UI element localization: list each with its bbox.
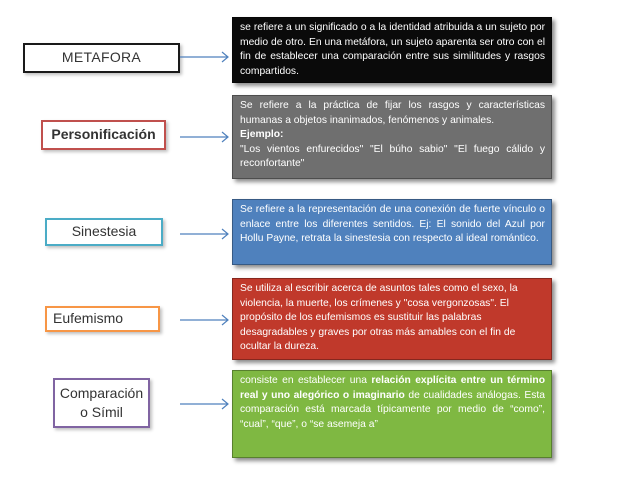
metafora-term-label: METAFORA: [61, 49, 142, 66]
eufemismo-definition: Se utiliza al escribir acerca de asuntos tales como el sexo, la violencia, la muerte, los crímenes y "cosa vergonzosas". El propósito de los eufemismos es sustituir las palabras desagradables y graves por otras más amables con el fin de ocultar la dureza.: [240, 283, 518, 353]
comparacion-def-part2: de cualidades análogas. Esta comparación está marcada típicamente por medio de “como”, “cual”, “que”, o “se asemeja a”: [240, 389, 546, 430]
sinestesia-term-label: Sinestesia: [71, 223, 137, 240]
personificacion-definition-box: [232, 95, 552, 179]
eufemismo-definition-box: [232, 278, 552, 360]
personificacion-example-text: "Los vientos enfurecidos" "El búho sabio" "El fuego cálido y reconfortante": [240, 143, 545, 170]
eufemismo-term-label: Eufemismo: [53, 310, 124, 327]
arrow-icon: [179, 397, 231, 411]
eufemismo-term: [45, 306, 160, 332]
personificacion-definition: Se refiere a la práctica de fijar los rasgos y características humanas a objetos inanimados, fenómenos y animales.: [240, 100, 545, 126]
arrow-icon: [179, 50, 231, 64]
comparacion-definition: [240, 374, 545, 432]
sinestesia-definition-box: [232, 199, 552, 265]
comparacion-term: [53, 378, 150, 428]
arrow-icon: [179, 227, 231, 241]
metafora-definition: se refiere a un significado o a la identidad atribuida a un sujeto por medio de otro. En una metáfora, un sujeto aparenta ser otro con el fin de establecer una comparación entre sus similitudes y rasgos compartidos.: [240, 22, 545, 77]
comparacion-term-label: Comparación o Símil: [59, 385, 144, 420]
metafora-definition-box: [232, 17, 552, 83]
metafora-term: [23, 43, 180, 73]
comparacion-definition-box: [232, 370, 552, 458]
personificacion-example-label: Ejemplo:: [240, 129, 284, 141]
sinestesia-term: [45, 218, 163, 246]
arrow-icon: [179, 313, 231, 327]
arrow-icon: [179, 130, 231, 144]
comparacion-def-bold: relación explícita entre un término real y uno alegórico o imaginario: [240, 375, 545, 401]
comparacion-def-part1: consiste en establecer una: [240, 375, 372, 386]
sinestesia-definition: Se refiere a la representación de una conexión de fuerte vínculo o enlace entre los diferentes sentidos. Ej: El sonido del Azul por Hollu Payne, retrata la sinestesia con respecto al ideal romántico.: [240, 204, 545, 245]
personificacion-term: [41, 120, 166, 150]
personificacion-term-label: Personificación: [51, 126, 156, 143]
